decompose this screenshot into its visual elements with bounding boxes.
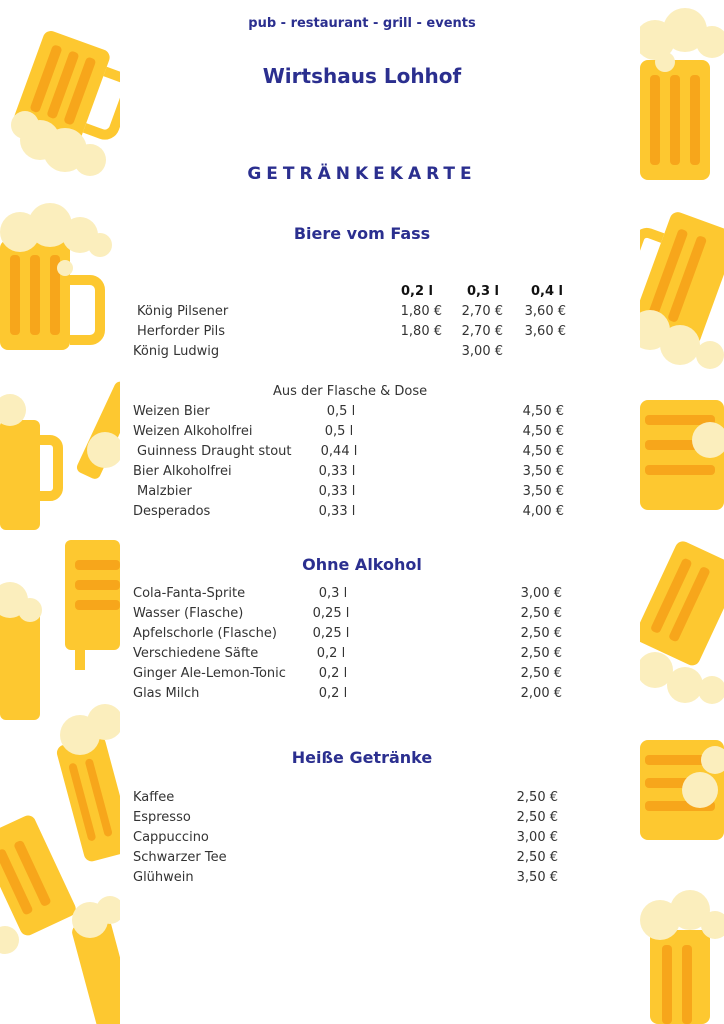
item-size: 0,25 l (312, 606, 350, 621)
item-price: 2,50 € (520, 606, 562, 621)
left-beer-decoration (0, 0, 120, 1024)
item-price: 3,60 € (524, 304, 566, 319)
item-name: Ginger Ale-Lemon-Tonic (133, 666, 286, 681)
item-name: Schwarzer Tee (133, 850, 227, 865)
item-size: 0,33 l (318, 504, 356, 519)
item-name: Wasser (Flasche) (133, 606, 244, 621)
item-size: 0,3 l (318, 586, 348, 601)
restaurant-title: Wirtshaus Lohhof (262, 64, 462, 88)
item-name: Malzbier (137, 484, 192, 499)
item-price: 3,00 € (461, 344, 503, 359)
item-name: Kaffee (133, 790, 175, 805)
item-size: 0,2 l (318, 686, 348, 701)
item-size: 0,2 l (318, 666, 348, 681)
item-price: 2,70 € (461, 304, 503, 319)
item-price: 3,50 € (522, 484, 564, 499)
item-price: 2,50 € (516, 850, 558, 865)
item-name: Espresso (133, 810, 191, 825)
item-name: Glas Milch (133, 686, 200, 701)
item-price: 2,50 € (520, 626, 562, 641)
item-price: 3,60 € (524, 324, 566, 339)
size-header-03: 0,3 l (466, 284, 499, 299)
item-price: 4,00 € (522, 504, 564, 519)
item-size: 0,33 l (318, 464, 356, 479)
size-header-02: 0,2 l (400, 284, 433, 299)
item-size: 0,5 l (326, 404, 356, 419)
item-name: Verschiedene Säfte (133, 646, 259, 661)
item-price: 2,70 € (461, 324, 503, 339)
item-name: Desperados (133, 504, 211, 519)
item-price: 2,50 € (520, 666, 562, 681)
item-price: 3,00 € (520, 586, 562, 601)
item-price: 1,80 € (400, 324, 442, 339)
item-name: Herforder Pils (137, 324, 226, 339)
item-name: Apfelschorle (Flasche) (133, 626, 277, 641)
item-price: 2,50 € (520, 646, 562, 661)
section-heading-hot-drinks: Heiße Getränke (291, 748, 433, 767)
item-price: 3,50 € (516, 870, 558, 885)
beer-mug-icons-right (640, 0, 724, 1024)
item-name: Guinness Draught stout (137, 444, 292, 459)
item-price: 2,50 € (516, 790, 558, 805)
item-name: Bier Alkoholfrei (133, 464, 232, 479)
item-size: 0,2 l (316, 646, 346, 661)
item-price: 4,50 € (522, 424, 564, 439)
tagline: pub - restaurant - grill - events (248, 16, 476, 31)
menu-title: GETRÄNKEKARTE (247, 164, 477, 184)
section-heading-non-alcoholic: Ohne Alkohol (302, 555, 422, 574)
item-name: König Pilsener (137, 304, 229, 319)
item-size: 0,5 l (324, 424, 354, 439)
item-size: 0,33 l (318, 484, 356, 499)
right-beer-decoration (640, 0, 724, 1024)
item-price: 4,50 € (522, 444, 564, 459)
section-heading-draft-beer: Biere vom Fass (293, 224, 431, 243)
item-name: König Ludwig (133, 344, 220, 359)
item-price: 3,00 € (516, 830, 558, 845)
item-size: 0,25 l (312, 626, 350, 641)
subsection-heading-bottled: Aus der Flasche & Dose (273, 384, 428, 399)
item-price: 2,00 € (520, 686, 562, 701)
item-name: Weizen Bier (133, 404, 210, 419)
beer-mug-icons-left (0, 0, 120, 1024)
item-name: Weizen Alkoholfrei (133, 424, 253, 439)
item-size: 0,44 l (320, 444, 358, 459)
item-price: 2,50 € (516, 810, 558, 825)
item-name: Glühwein (133, 870, 194, 885)
item-price: 1,80 € (400, 304, 442, 319)
item-name: Cappuccino (133, 830, 209, 845)
item-price: 3,50 € (522, 464, 564, 479)
item-name: Cola-Fanta-Sprite (133, 586, 246, 601)
size-header-04: 0,4 l (530, 284, 563, 299)
item-price: 4,50 € (522, 404, 564, 419)
